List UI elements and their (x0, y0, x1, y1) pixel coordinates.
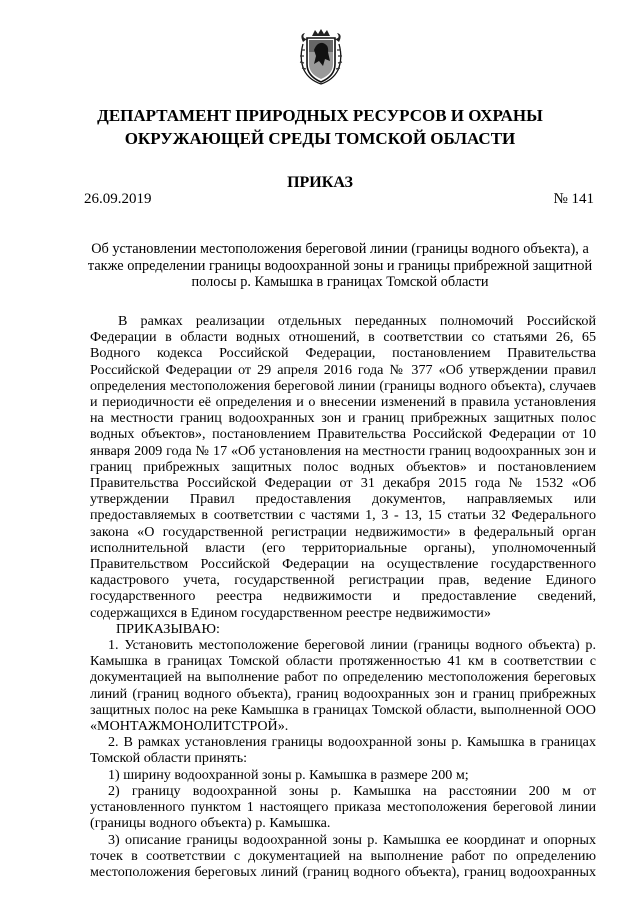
order-item-2-1: 1) ширину водоохранной зоны р. Камышка в размере 200 м; (108, 766, 469, 783)
order-item-2-2: 2) границу водоохранной зоны р. Камышка на расстоянии 200 м от установленного пунктом 1 настоящего приказа местоположения береговой линии (границы водного объекта) р. Камышка. (90, 782, 596, 832)
order-date: 26.09.2019 (84, 191, 152, 207)
order-body (90, 313, 596, 880)
subject-line: полосы р. Камышка в границах Томской области (191, 274, 489, 290)
order-item-2: 2. В рамках установления границы водоохранной зоны р. Камышка в границах Томской области принять: (90, 734, 596, 767)
order-item-2-3: 3) описание границы водоохранной зоны р. Камышка ее координат и опорных точек в соответствии с документацией на выполнение работ по определению местоположения береговых линий (границ водного объекта), границ водоохранных (90, 831, 596, 880)
order-title: ПРИКАЗ (287, 174, 353, 191)
department-name-line2: ОКРУЖАЮЩЕЙ СРЕДЫ ТОМСКОЙ ОБЛАСТИ (124, 129, 516, 148)
order-number: № 141 (553, 191, 594, 207)
coat-of-arms-emblem (297, 28, 345, 86)
order-item-1: 1. Установить местоположение береговой линии (границы водного объекта) р. Камышка в границах Томской области протяженностью 41 км в соответствии с документацией на выполнение работ по определению местоположения береговых линий (границ водного объекта), границ водоохранных зон и границ прибрежных защитных полос на реке Камышка в границах Томской области, выполненной ООО «МОНТАЖМОНОЛИТСТРОЙ». (90, 637, 596, 735)
department-name-line1: ДЕПАРТАМЕНТ ПРИРОДНЫХ РЕСУРСОВ И ОХРАНЫ (97, 106, 543, 125)
subject-line: также определении границы водоохранной зоны и границы прибрежной защитной (87, 257, 593, 274)
order-word: ПРИКАЗЫВАЮ: (116, 620, 220, 637)
preamble-paragraph: В рамках реализации отдельных переданных полномочий Российской Федерации в области водных отношений, в соответствии со статьями 26, 65 Водного кодекса Российской Федерации, постановлением Правительства Российской Федерации от 29 апреля 2016 года № 377 «Об утверждении правил определения местоположения береговой линии (границы водного объекта), случаев и периодичности её определения и о внесении изменений в правила установления на местности границ водоохранных зон и границ прибрежных защитных полос водных объектов», постановлением Правительства Российской Федерации от 10 января 2009 года № 17 «Об установления на местности границ водоохранных зон и границ прибрежных защитных полос водных объектов» и постановлением Правительства Российской Федерации от 31 декабря 2015 года № 1532 «Об утверждении Правил предоставления документов, направляемых или предоставляемых в соответствии с частями 1, 3 - 13, 15 статьи 32 Федерального закона «О государственной регистрации недвижимости» в федеральный орган исполнительной власти (его территориальные органы), уполномоченный Правительством Российской Федерации на осуществление государственного кадастрового учета, государственной регистрации прав, ведение Единого государственного реестра недвижимости и предоставление сведений, содержащихся в Едином государственном реестре недвижимости» (90, 313, 596, 621)
subject-line: Об установлении местоположения береговой линии (границы водного объекта), а (91, 241, 589, 257)
order-subject (84, 241, 596, 291)
department-name (60, 104, 580, 150)
